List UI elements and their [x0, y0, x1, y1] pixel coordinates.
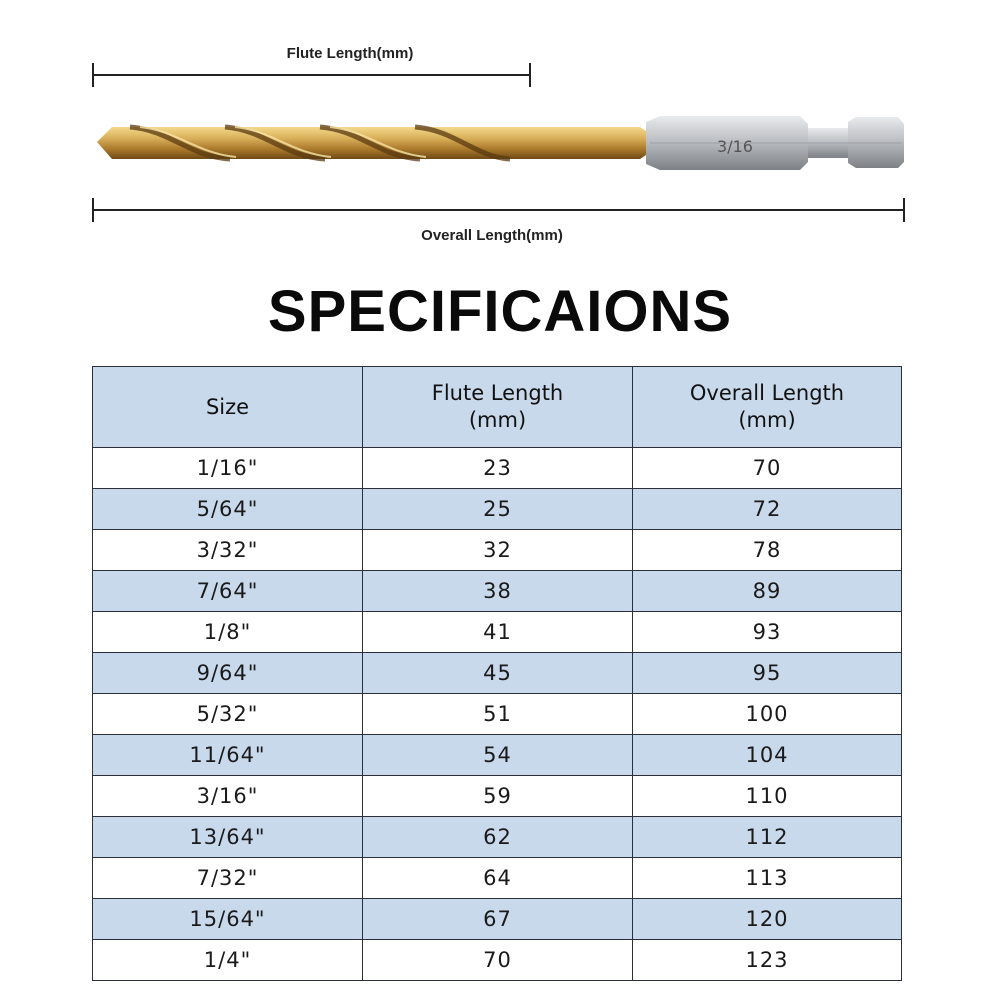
overall-dimension-line [93, 198, 904, 222]
table-row [93, 612, 902, 653]
drill-bit-illustration [0, 0, 1000, 260]
drill-hex-shank [646, 116, 904, 170]
specifications-table [92, 366, 902, 981]
cell-overall-length: 72 [633, 489, 902, 530]
cell-flute-length: 32 [363, 530, 633, 571]
table-row [93, 448, 902, 489]
cell-size: 11/64" [93, 735, 363, 776]
cell-overall-length: 93 [633, 612, 902, 653]
cell-overall-length: 112 [633, 817, 902, 858]
header-flute-length: Flute Length (mm) [363, 367, 633, 448]
cell-overall-length: 78 [633, 530, 902, 571]
cell-flute-length: 38 [363, 571, 633, 612]
cell-overall-length: 89 [633, 571, 902, 612]
table-row [93, 776, 902, 817]
cell-flute-length: 64 [363, 858, 633, 899]
table-header-row [93, 367, 902, 448]
table-row [93, 817, 902, 858]
flute-dimension-line [93, 63, 530, 87]
cell-size: 1/16" [93, 448, 363, 489]
cell-flute-length: 59 [363, 776, 633, 817]
cell-overall-length: 104 [633, 735, 902, 776]
cell-size: 3/16" [93, 776, 363, 817]
cell-overall-length: 100 [633, 694, 902, 735]
cell-overall-length: 123 [633, 940, 902, 981]
table-row [93, 530, 902, 571]
cell-size: 5/32" [93, 694, 363, 735]
cell-flute-length: 62 [363, 817, 633, 858]
cell-flute-length: 51 [363, 694, 633, 735]
cell-size: 15/64" [93, 899, 363, 940]
cell-flute-length: 67 [363, 899, 633, 940]
drill-flute-body [97, 127, 646, 159]
drill-bit-diagram [0, 0, 1000, 260]
table-row [93, 489, 902, 530]
cell-overall-length: 120 [633, 899, 902, 940]
cell-flute-length: 45 [363, 653, 633, 694]
cell-flute-length: 25 [363, 489, 633, 530]
table-row [93, 858, 902, 899]
cell-size: 1/4" [93, 940, 363, 981]
shank-marking: 3/16 [717, 137, 753, 156]
table-row [93, 940, 902, 981]
cell-size: 9/64" [93, 653, 363, 694]
cell-flute-length: 23 [363, 448, 633, 489]
cell-flute-length: 54 [363, 735, 633, 776]
cell-overall-length: 113 [633, 858, 902, 899]
table-row [93, 735, 902, 776]
cell-size: 7/64" [93, 571, 363, 612]
table-row [93, 694, 902, 735]
cell-overall-length: 110 [633, 776, 902, 817]
table-row [93, 571, 902, 612]
cell-flute-length: 70 [363, 940, 633, 981]
cell-overall-length: 70 [633, 448, 902, 489]
cell-size: 1/8" [93, 612, 363, 653]
table-row [93, 653, 902, 694]
cell-size: 13/64" [93, 817, 363, 858]
cell-overall-length: 95 [633, 653, 902, 694]
table-row [93, 899, 902, 940]
cell-size: 5/64" [93, 489, 363, 530]
overall-length-label: Overall Length(mm) [421, 227, 563, 244]
header-size: Size [93, 367, 363, 448]
header-overall-length: Overall Length (mm) [633, 367, 902, 448]
cell-size: 7/32" [93, 858, 363, 899]
page-title: SPECIFICAIONS [267, 279, 733, 344]
cell-flute-length: 41 [363, 612, 633, 653]
flute-length-label: Flute Length(mm) [286, 45, 414, 62]
cell-size: 3/32" [93, 530, 363, 571]
